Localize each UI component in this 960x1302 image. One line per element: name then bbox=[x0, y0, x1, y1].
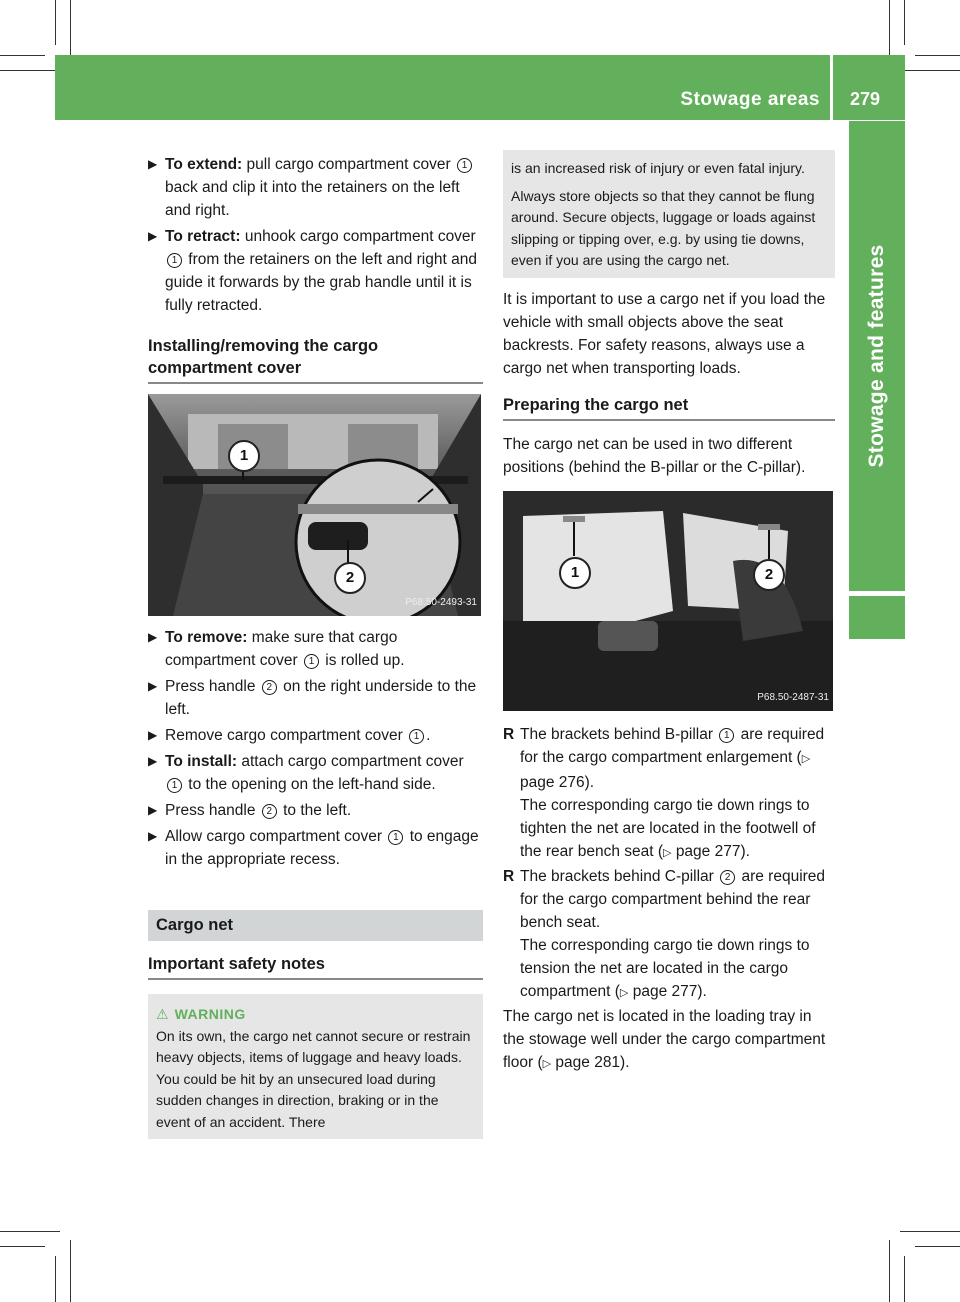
cargo-cover-photo bbox=[148, 394, 481, 616]
arrow-icon: ▶ bbox=[148, 829, 158, 843]
callout-ref: 1 bbox=[719, 728, 734, 743]
crop-mark bbox=[915, 55, 960, 56]
callout-1: 1 bbox=[559, 557, 591, 589]
step-install: ▶ To install: attach cargo compartment cover 1 to the opening on the left-hand side. bbox=[148, 750, 483, 796]
callout-ref: 2 bbox=[262, 804, 277, 819]
chapter-tab bbox=[849, 121, 905, 591]
cargo-net-photo bbox=[503, 491, 833, 711]
callout-1: 1 bbox=[228, 440, 260, 472]
callout-ref: 1 bbox=[304, 654, 319, 669]
crop-mark bbox=[55, 1256, 56, 1302]
page-ref-icon: ▷ bbox=[619, 986, 629, 999]
image-ref-code: P68.50-2493-31 bbox=[405, 597, 477, 608]
crop-mark bbox=[0, 55, 45, 56]
callout-ref: 2 bbox=[720, 870, 735, 885]
crop-mark bbox=[0, 70, 60, 71]
crop-mark bbox=[889, 1240, 890, 1302]
page-link[interactable]: page 281). bbox=[555, 1053, 630, 1071]
cargo-net-illustration bbox=[503, 491, 833, 711]
page-ref-icon: ▷ bbox=[801, 752, 811, 765]
crop-mark bbox=[0, 1246, 45, 1247]
crop-mark bbox=[70, 0, 71, 60]
section-heading: Important safety notes bbox=[148, 953, 483, 980]
bullet-subtext: The corresponding cargo tie down rings to tighten the net are located in the footwell of the rear bench seat (▷ page 277). bbox=[520, 796, 816, 860]
paragraph: The cargo net is located in the loading tray in the stowage well under the cargo compartment floor (▷ page 281). bbox=[503, 1007, 826, 1071]
left-column bbox=[148, 153, 483, 1139]
paragraph: It is important to use a cargo net if you load the vehicle with small objects above the seat backrests. For safety reasons, always use a cargo net when transporting loads. bbox=[503, 290, 826, 377]
step-extend: ▶ To extend: pull cargo compartment cover 1 back and clip it into the retainers on the left and right. bbox=[148, 153, 483, 222]
arrow-icon: ▶ bbox=[148, 157, 158, 171]
callout-ref: 1 bbox=[167, 253, 182, 268]
step-press-handle-left: ▶ Press handle 2 to the left. bbox=[148, 799, 483, 822]
image-ref-code: P68.50-2487-31 bbox=[757, 691, 829, 703]
chapter-tab-label: Stowage and features bbox=[865, 244, 888, 468]
bullet-mark: R bbox=[503, 725, 515, 743]
callout-ref: 1 bbox=[457, 158, 472, 173]
crop-mark bbox=[900, 70, 960, 71]
bullet-mark: R bbox=[503, 867, 515, 885]
warning-box bbox=[148, 994, 483, 1139]
bullet-item: R The brackets behind B-pillar 1 are required for the cargo compartment enlargement (▷ page 276). bbox=[503, 723, 835, 794]
section-heading: Preparing the cargo net bbox=[503, 394, 835, 421]
callout-ref: 1 bbox=[167, 778, 182, 793]
step-retract: ▶ To retract: unhook cargo compartment cover 1 from the retainers on the left and right and guide it forwards by the grab handle until it is fully retracted. bbox=[148, 225, 483, 317]
header-divider bbox=[830, 55, 833, 120]
crop-mark bbox=[915, 1246, 960, 1247]
paragraph: The cargo net can be used in two different positions (behind the B-pillar or the C-pillar). bbox=[503, 435, 806, 476]
arrow-icon: ▶ bbox=[148, 728, 158, 742]
page-link[interactable]: page 277). bbox=[675, 842, 750, 860]
arrow-icon: ▶ bbox=[148, 630, 158, 644]
arrow-icon: ▶ bbox=[148, 229, 158, 243]
arrow-icon: ▶ bbox=[148, 754, 158, 768]
warning-box-continued bbox=[503, 150, 835, 278]
callout-ref: 1 bbox=[409, 729, 424, 744]
section-band: Cargo net bbox=[148, 910, 483, 941]
callout-ref: 2 bbox=[262, 680, 277, 695]
header-title: Stowage areas bbox=[680, 89, 820, 110]
step-remove: ▶ To remove: make sure that cargo compartment cover 1 is rolled up. bbox=[148, 626, 483, 672]
crop-mark bbox=[900, 1231, 960, 1232]
page-ref-icon: ▷ bbox=[663, 846, 672, 859]
right-column bbox=[503, 150, 835, 1086]
crop-mark bbox=[889, 0, 890, 60]
section-heading: Installing/removing the cargo compartment cover bbox=[148, 335, 483, 384]
page-ref-icon: ▷ bbox=[542, 1057, 552, 1070]
cargo-cover-illustration bbox=[148, 394, 481, 616]
arrow-icon: ▶ bbox=[148, 679, 158, 693]
page-number: 279 bbox=[849, 89, 880, 109]
arrow-icon: ▶ bbox=[148, 803, 158, 817]
page-header bbox=[55, 55, 905, 120]
bullet-item: R The brackets behind C-pillar 2 are required for the cargo compartment behind the rear bench seat. bbox=[503, 865, 835, 934]
crop-mark bbox=[904, 1256, 905, 1302]
warning-text: Always store objects so that they cannot be flung around. Secure objects, luggage or loads against slipping or tipping over, e.g. by using tie downs, even if you are using the cargo net. bbox=[511, 187, 816, 268]
callout-2: 2 bbox=[334, 562, 366, 594]
crop-mark bbox=[904, 0, 905, 45]
crop-mark bbox=[0, 1231, 60, 1232]
bullet-subtext: The corresponding cargo tie down rings to tension the net are located in the cargo compartment (▷ page 277). bbox=[520, 936, 810, 1000]
callout-2: 2 bbox=[753, 559, 785, 591]
warning-icon: ⚠ bbox=[156, 1006, 169, 1022]
chapter-marker bbox=[849, 596, 905, 639]
warning-title: WARNING bbox=[174, 1006, 246, 1022]
step-allow-engage: ▶ Allow cargo compartment cover 1 to engage in the appropriate recess. bbox=[148, 825, 483, 871]
crop-mark bbox=[70, 1240, 71, 1302]
warning-text: is an increased risk of injury or even fatal injury. bbox=[511, 160, 805, 176]
page-link[interactable]: page 277). bbox=[632, 982, 707, 1000]
step-press-handle: ▶ Press handle 2 on the right underside to the left. bbox=[148, 675, 483, 721]
crop-mark bbox=[55, 0, 56, 45]
callout-ref: 1 bbox=[388, 830, 403, 845]
warning-text: On its own, the cargo net cannot secure or restrain heavy objects, items of luggage and heavy loads. You could be hit by an unsecured load during sudden changes in direction, braking or in the event of an accident. There bbox=[156, 1027, 471, 1130]
step-remove-cover: ▶ Remove cargo compartment cover 1 . bbox=[148, 724, 483, 747]
page-link[interactable]: page 276). bbox=[520, 773, 595, 791]
